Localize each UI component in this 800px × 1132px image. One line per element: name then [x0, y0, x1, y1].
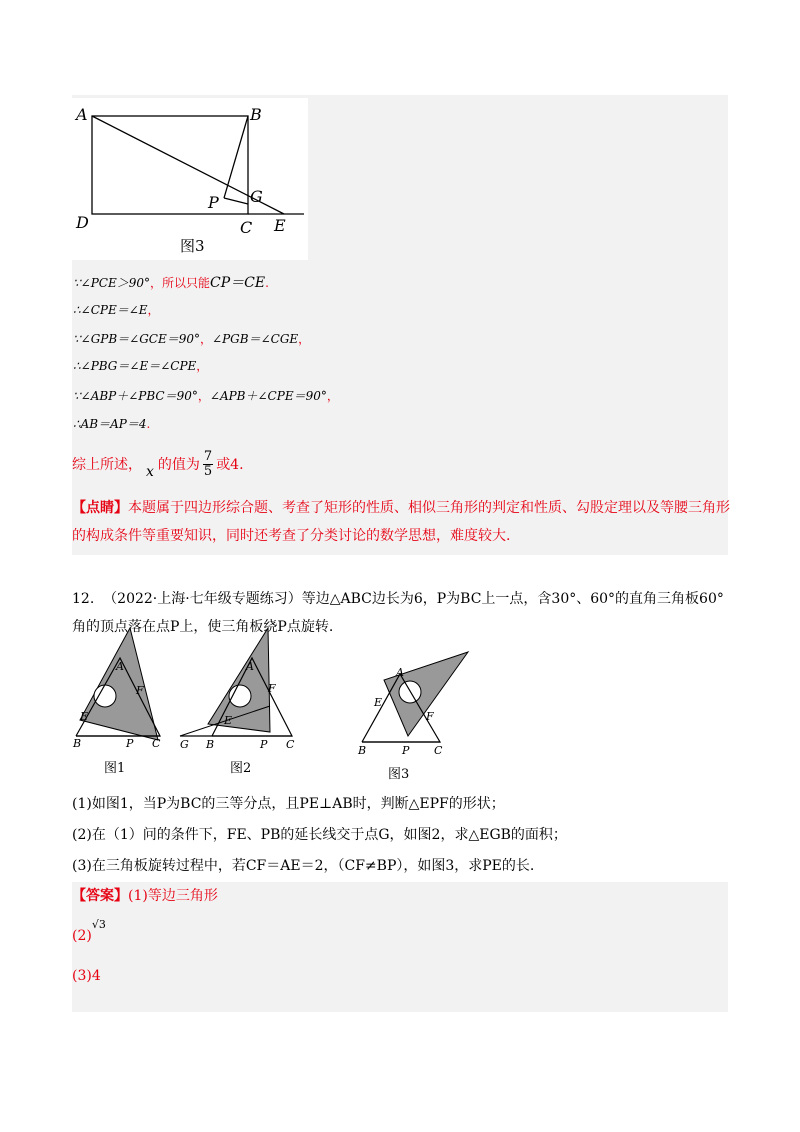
answer-2: $(2)^{√3}$: [72, 918, 106, 944]
svg-text:F: F: [136, 684, 144, 697]
svg-text:E: E: [224, 714, 233, 727]
svg-text:P: P: [126, 737, 134, 750]
question-1: (1)如图1，当P为BC的三等分点，且PE⊥AB时，判断△EPF的形状；: [72, 796, 505, 812]
step-5: ∵∠ABP＋∠PBC＝90°，∠APB＋∠CPE＝90°，: [73, 389, 339, 403]
fraction-7-5: $\frac{7}{5}$: [203, 448, 213, 479]
svg-text:A: A: [246, 660, 254, 673]
label-c: C: [240, 218, 253, 237]
comment-paragraph: 【点睛】本题属于四边形综合题、考查了矩形的性质、相似三角形的判定和性质、勾股定理以及等腰三角形的构成条件等重要知识，同时还考查了分类讨论的数学思想，难度较大.: [72, 500, 730, 544]
label-g: G: [250, 187, 263, 206]
problem-figures: [72, 620, 492, 790]
question-2: (2)在（1）问的条件下，FE、PB的延长线交于点G，如图2，求△EGB的面积；: [72, 827, 567, 843]
step-4: ∴∠PBG＝∠E＝∠CPE，: [73, 359, 209, 373]
step-1: ∵∠PCE＞90°，所以只能CP＝CE.: [73, 275, 269, 291]
svg-text:A: A: [116, 660, 124, 673]
svg-text:P: P: [260, 738, 268, 751]
svg-text:G: G: [180, 738, 189, 751]
figure-2: [180, 628, 295, 776]
svg-text:F: F: [268, 682, 276, 695]
question-3: (3)在三角板旋转过程中，若CF＝AE＝2，（CF≠BP），如图3，求PE的长.: [72, 858, 535, 874]
summary-line: 综上所述， x 的值为 $\frac{7}{5}$ 或4.: [72, 448, 244, 480]
svg-text:图1: 图1: [104, 761, 126, 776]
step-3: ∵∠GPB＝∠GCE＝90°，∠PGB＝∠CGE，: [73, 332, 311, 346]
svg-text:B: B: [73, 737, 82, 750]
figure-1: [72, 628, 161, 776]
svg-text:A: A: [396, 666, 404, 679]
svg-text:图2: 图2: [230, 761, 252, 776]
label-p: P: [208, 193, 219, 212]
label-e: E: [274, 216, 286, 235]
svg-text:图3: 图3: [388, 767, 410, 782]
step-2: ∴∠CPE＝∠E，: [73, 303, 160, 317]
label-b: B: [250, 105, 262, 124]
line-bp: [224, 116, 248, 198]
svg-text:C: C: [286, 738, 295, 751]
problem-statement: 12. （2022·上海·七年级专题练习）等边△ABC边长为6，P为BC上一点，含30°、60°的直角三角板60°角的顶点落在点P上，使三角板绕P点旋转.: [72, 591, 724, 635]
svg-text:B: B: [206, 738, 215, 751]
svg-text:F: F: [426, 710, 434, 723]
svg-text:E: E: [80, 710, 89, 723]
svg-text:E: E: [374, 696, 383, 709]
answer-3: (3)4: [72, 968, 101, 984]
label-d: D: [76, 213, 89, 232]
svg-text:C: C: [152, 737, 161, 750]
answer-1: 【答案】(1)等边三角形: [72, 888, 218, 904]
rectangle-abcd: [92, 116, 248, 214]
figure-caption: 图3: [180, 237, 205, 255]
step-6: ∴AB＝AP＝4.: [73, 417, 151, 431]
label-a: A: [76, 105, 88, 124]
svg-text:B: B: [358, 744, 367, 757]
svg-text:C: C: [434, 744, 443, 757]
line-pg: [224, 198, 248, 204]
figure-3: [357, 652, 468, 782]
figure-rectangle: [72, 98, 308, 260]
svg-text:P: P: [402, 744, 410, 757]
